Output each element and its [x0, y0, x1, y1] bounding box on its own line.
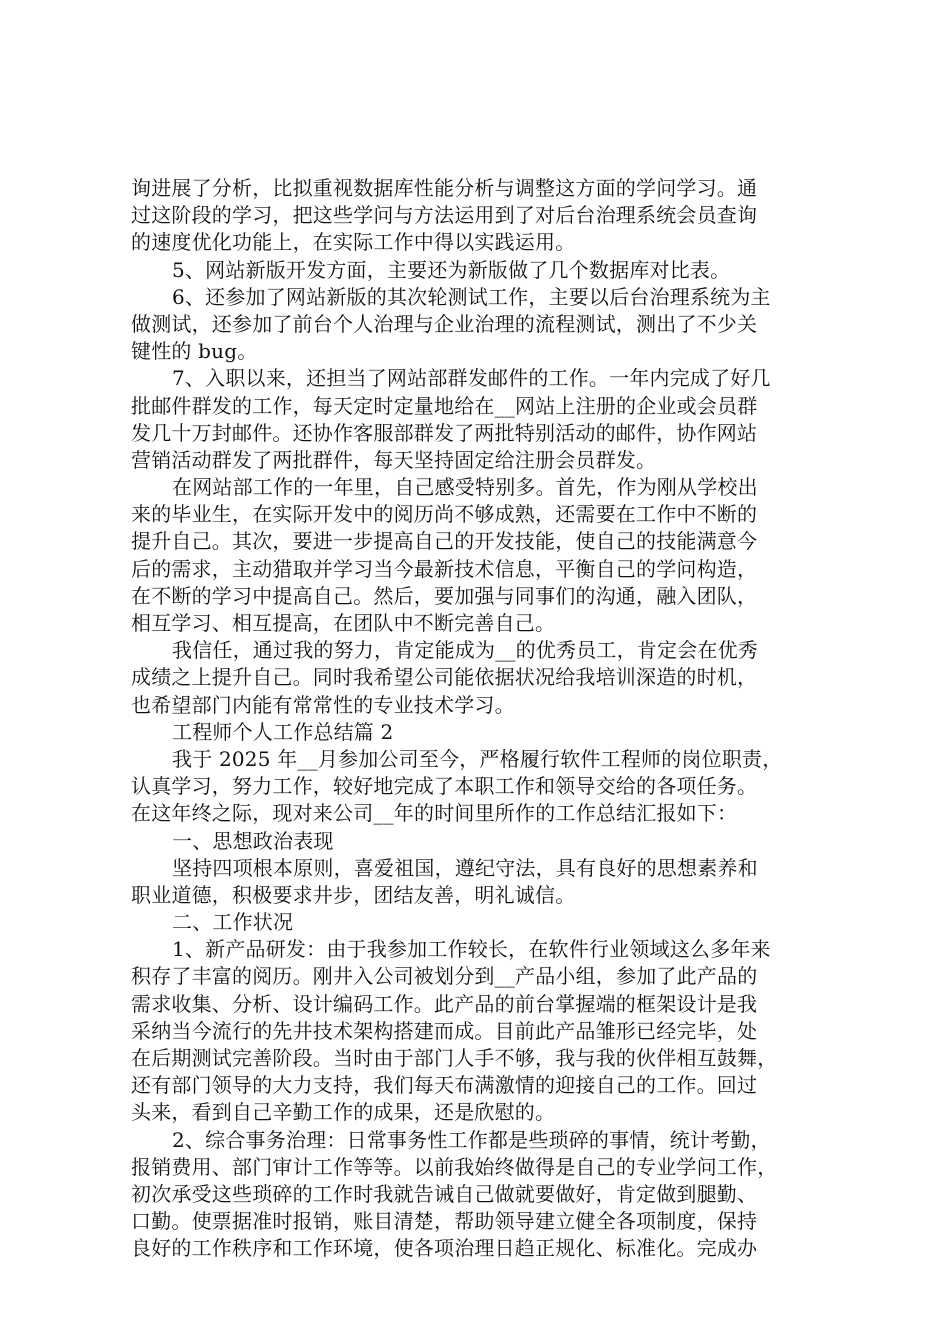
- text-line: 5、网站新版开发方面，主要还为新版做了几个数据库对比表。: [172, 257, 731, 282]
- text-line: 1、新产品研发：由于我参加工作较长，在软件行业领域这么多年来: [172, 937, 771, 962]
- document-body: [131, 175, 831, 1263]
- text-line: 良好的工作秩序和工作环境，使各项治理日趋正规化、标准化。完成办: [131, 1236, 758, 1261]
- text-line: 7、入职以来，还担当了网站部群发邮件的工作。一年内完成了好几: [172, 366, 771, 391]
- text-line: 键性的 bug。: [131, 339, 258, 364]
- text-line: 认真学习，努力工作，较好地完成了本职工作和领导交给的各项任务。: [131, 774, 758, 799]
- text-line: 询进展了分析，比拟重视数据库性能分析与调整这方面的学问学习。通: [131, 176, 758, 200]
- text-line: 头来，看到自己辛勤工作的成果，还是欣慰的。: [131, 1100, 556, 1125]
- text-line: 来的毕业生，在实际开发中的阅历尚不够成熟，还需要在工作中不断的: [131, 502, 758, 527]
- text-line: 坚持四项根本原则，喜爱祖国，遵纪守法，具有良好的思想素养和: [172, 855, 758, 880]
- text-line: 过这阶段的学习，把这些学问与方法运用到了对后台治理系统会员查询: [131, 203, 758, 228]
- text-line: 2、综合事务治理：日常事务性工作都是些琐碎的事情，统计考勤，: [172, 1127, 771, 1152]
- text-line: 在后期测试完善阶段。当时由于部门人手不够，我与我的伙伴相互鼓舞，: [131, 1046, 778, 1070]
- text-line: 我于 2025 年__月参加公司至今，严格履行软件工程师的岗位职责，: [172, 746, 783, 771]
- text-line: 我信任，通过我的努力，肯定能成为__的优秀员工，肯定会在优秀: [172, 638, 758, 663]
- text-line: 一、思想政治表现: [172, 828, 334, 853]
- text-line: 初次承受这些琐碎的工作时我就告诫自己做就要做好，肯定做到腿勤、: [131, 1181, 758, 1206]
- text-line: 后的需求，主动猎取并学习当今最新技术信息，平衡自己的学问构造，: [131, 556, 758, 581]
- text-line: 职业道德，积极要求井步，团结友善，明礼诚信。: [131, 882, 576, 907]
- text-line: 的速度优化功能上，在实际工作中得以实践运用。: [131, 230, 576, 255]
- text-line: 相互学习、相互提高，在团队中不断完善自己。: [131, 611, 556, 635]
- text-line: 还有部门领导的大力支持，我们每天布满激情的迎接自己的工作。回过: [131, 1073, 758, 1098]
- text-line: 二、工作状况: [172, 910, 294, 935]
- text-line: 也希望部门内能有常常性的专业技术学习。: [131, 692, 515, 717]
- text-line: 在这年终之际，现对来公司__年的时间里所作的工作总结汇报如下：: [131, 801, 738, 826]
- text-line: 成绩之上提升自己。同时我希望公司能依据状况给我培训深造的时机，: [131, 665, 758, 690]
- text-line: 做测试，还参加了前台个人治理与企业治理的流程测试，测出了不少关: [131, 311, 758, 336]
- text-line: 口勤。使票据准时报销，账目清楚，帮助领导建立健全各项制度，保持: [131, 1209, 758, 1234]
- text-line: 工程师个人工作总结篇 2: [172, 719, 394, 744]
- text-line: 在网站部工作的一年里，自己感受特别多。首先，作为刚从学校出: [172, 475, 758, 500]
- text-line: 6、还参加了网站新版的其次轮测试工作，主要以后台治理系统为主: [172, 284, 771, 309]
- text-line: 报销费用、部门审计工作等等。以前我始终做得是自己的专业学问工作，: [131, 1154, 778, 1179]
- text-line: 提升自己。其次，要进一步提高自己的开发技能，使自己的技能满意今: [131, 529, 758, 554]
- text-line: 积存了丰富的阅历。刚井入公司被划分到__产品小组，参加了此产品的: [131, 964, 758, 989]
- text-line: 批邮件群发的工作，每天定时定量地给在__网站上注册的企业或会员群: [131, 393, 758, 418]
- text-line: 发几十万封邮件。还协作客服部群发了两批特别活动的邮件，协作网站: [131, 420, 758, 445]
- text-line: 需求收集、分析、设计编码工作。此产品的前台掌握端的框架设计是我: [131, 991, 758, 1016]
- text-line: 在不断的学习中提高自己。然后，要加强与同事们的沟通，融入团队，: [131, 583, 758, 608]
- text-line: 采纳当今流行的先井技术架构搭建而成。目前此产品雏形已经完毕，处: [131, 1018, 758, 1043]
- text-line: 营销活动群发了两批群件，每天坚持固定给注册会员群发。: [131, 447, 657, 472]
